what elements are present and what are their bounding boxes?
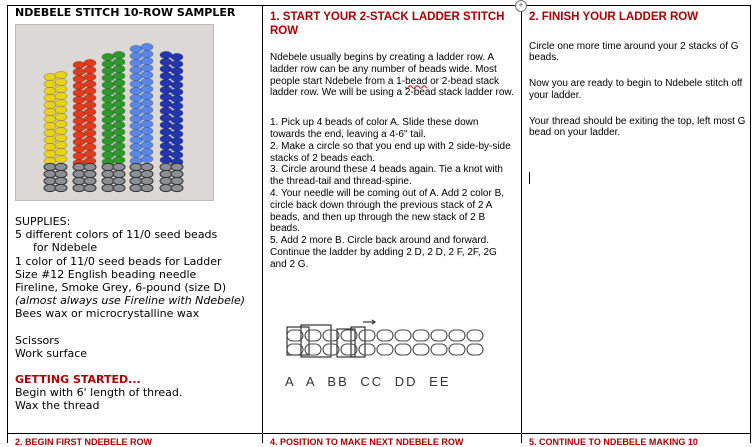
beads-picture bbox=[16, 25, 213, 200]
start-ladder-intro bbox=[270, 52, 515, 99]
step-item: 2. Make a circle so that you end up with 2 side-by-side stacks of 2 beads each. bbox=[270, 140, 511, 164]
misspelled-word[interactable]: bead bbox=[405, 75, 428, 87]
supply-item: 5 different colors of 11/0 seed beads bbox=[15, 228, 218, 242]
intro-text: Ndebele usually begins by creating a ladder row. A ladder row can be any number of beads wide. Most people start Ndebele from a 1- bbox=[270, 52, 497, 87]
step-item: 4. Your needle will be coming out of A. Add 2 color B, circle back down through the previous stack of 2 A beads, and then up through the new stack of 2 B beads. bbox=[270, 187, 505, 235]
getting-started-line: Begin with 6' length of thread. bbox=[15, 386, 183, 400]
table-border-left bbox=[7, 5, 8, 443]
finish-ladder-title: 2. FINISH YOUR LADDER ROW bbox=[529, 11, 699, 23]
extra-item: Scissors bbox=[15, 333, 60, 347]
supplies-block bbox=[15, 215, 255, 413]
step-item: 5. Add 2 more B. Circle back around and forward. Continue the ladder by adding 2 D, 2 D, 2 F, 2F, 2G and 2 G. bbox=[270, 235, 497, 270]
start-ladder-title: 1. START YOUR 2-STACK LADDER STITCH ROW bbox=[270, 11, 505, 37]
intro-text: or 2-bead stack ladder row. We will be using a 2-bead stack ladder row. bbox=[270, 75, 514, 99]
supply-item: Fireline, Smoke Grey, 6-pound (size D) bbox=[15, 281, 227, 295]
next-row-heading-2: 4. POSITION TO MAKE NEXT NDEBELE ROW bbox=[270, 437, 464, 447]
supply-item: Size #12 English beading needle bbox=[15, 267, 197, 281]
column-divider-2 bbox=[521, 5, 522, 443]
sampler-photo bbox=[15, 24, 214, 201]
sampler-title: NDEBELE STITCH 10-ROW SAMPLER bbox=[15, 6, 236, 19]
supply-item: 1 color of 11/0 seed beads for Ladder bbox=[15, 254, 222, 268]
text-cursor bbox=[529, 172, 530, 184]
finish-para: Circle one more time around your 2 stacks of G beads. bbox=[529, 40, 739, 64]
cell-finish-ladder[interactable] bbox=[529, 11, 749, 139]
supply-item: Bees wax or microcrystalline wax bbox=[15, 307, 200, 321]
step-item: 1. Pick up 4 beads of color A. Slide these down towards the end, leaving a 4-6" tail. bbox=[270, 117, 479, 140]
extra-item: Work surface bbox=[15, 346, 88, 360]
cell-start-ladder[interactable] bbox=[270, 11, 515, 271]
step-item: 3. Circle around these 4 beads again. Tie a knot with the thread-tail and thread-spine. bbox=[270, 164, 503, 188]
supply-note: (almost always use Fireline with Ndebele) bbox=[15, 294, 246, 308]
steps-list bbox=[270, 117, 515, 270]
next-row-heading-3: 5. CONTINUE TO NDEBELE MAKING 10 bbox=[529, 437, 698, 447]
cell-sampler[interactable] bbox=[15, 6, 255, 19]
table-move-handle[interactable]: + bbox=[515, 0, 527, 12]
next-row-heading-1: 2. BEGIN FIRST NDEBELE ROW bbox=[15, 437, 153, 447]
getting-started-heading: GETTING STARTED... bbox=[15, 373, 141, 387]
table-border-right bbox=[750, 5, 751, 443]
finish-para: Your thread should be exiting the top, left most G bead on your ladder. bbox=[529, 115, 746, 139]
finish-para: Now you are ready to begin to Ndebele stitch off your ladder. bbox=[529, 78, 743, 101]
getting-started-line: Wax the thread bbox=[15, 399, 100, 413]
row-divider bbox=[7, 433, 751, 434]
supply-item: for Ndebele bbox=[33, 241, 98, 255]
column-divider-1 bbox=[262, 5, 263, 443]
supplies-heading: SUPPLIES: bbox=[15, 215, 71, 228]
diagram-labels: A A BB CC DD EE bbox=[285, 374, 451, 389]
